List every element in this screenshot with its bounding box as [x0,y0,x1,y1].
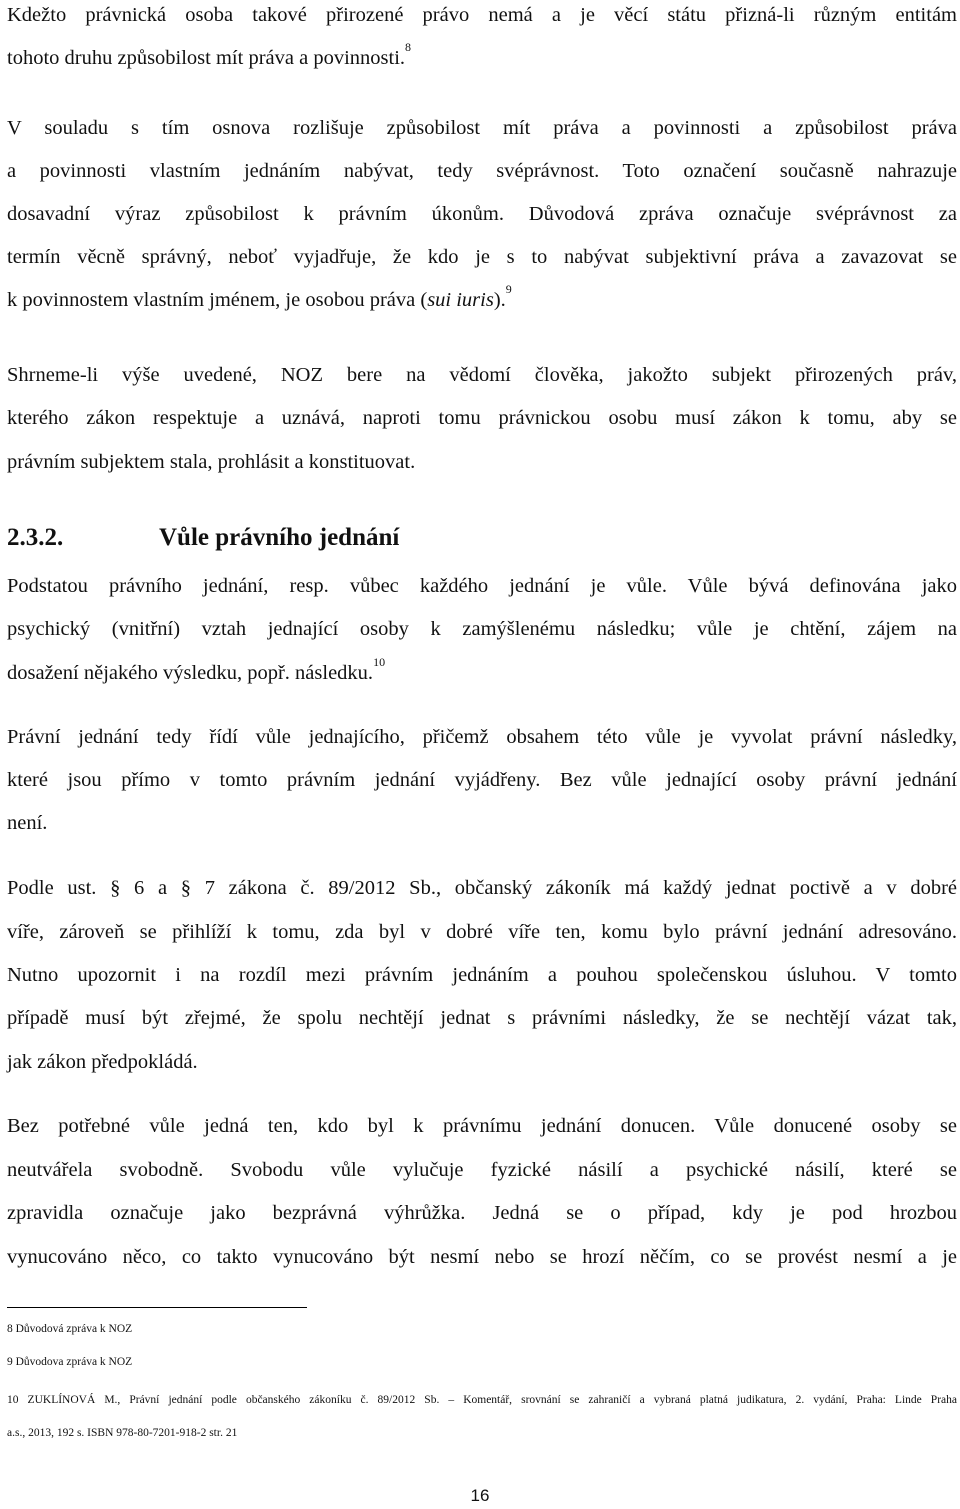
text-line: Podstatou právního jednání, resp. vůbec každého jednání je vůle. Vůle bývá definována jako [7,575,957,597]
text-line: Podle ust. § 6 a § 7 zákona č. 89/2012 Sb., občanský zákoník má každý jednat poctivě a v dobré [7,877,958,899]
footnote-ref[interactable]: 9 [505,282,512,296]
law-reference-link[interactable]: § 6 a § 7 zákona č. 89/2012 Sb. [110,877,436,899]
text-line: Kdežto právnická osoba takové přirozené právo nemá a je věcí státu přizná-li různým entitám [7,4,957,26]
text-line: psychický (vnitřní) vztah jednající osoby k zamýšlenému následku; vůle je chtění, zájem na [7,618,957,640]
text-line: Právní jednání tedy řídí vůle jednajícího, přičemž obsahem této vůle je vyvolat právní následky, [7,726,957,748]
section-title: Vůle právního jednání [159,524,400,551]
text-line: zpravidla označuje jako bezprávná výhrůžka. Jedná se o případ, kdy je pod hrozbou [7,1202,957,1224]
text-line: právním subjektem stala, prohlásit a konstituovat. [7,451,416,473]
text-line: víře, zároveň se přihlíží k tomu, zda byl v dobré víře ten, komu bylo právní jednání adresováno. [7,921,957,943]
text-line: kterého zákon respektuje a uznává, naproti tomu právnickou osobu musí zákon k tomu, aby se [7,407,957,429]
footnote: 9 Důvodova zpráva k NOZ [7,1356,133,1368]
text-line: Bez potřebné vůle jedná ten, kdo byl k právnímu jednání donucen. Vůle donucené osoby se [7,1115,957,1137]
text-line: není. [7,812,48,834]
text-line: vynucováno něco, co takto vynucováno být nesmí nebo se hrozí něčím, co se provést nesmí a je [7,1246,957,1268]
text-line: Shrneme-li výše uvedené, NOZ bere na vědomí člověka, jakožto subjekt přirozených práv, [7,364,957,386]
page-number: 16 [470,1486,490,1505]
text-line: a povinnosti vlastním jednáním nabývat, tedy svéprávnost. Toto označení současně nahrazuje [7,160,957,182]
text-line: neutvářela svobodně. Svobodu vůle vylučuje fyzické násilí a psychické násilí, které se [7,1159,957,1181]
text-line: dosažení nějakého výsledku, popř. následku.$^{10}$ [7,655,386,684]
text-line: případě musí být zřejmé, že spolu nechtějí jednat s právními následky, že se nechtějí vázat tak, [7,1007,957,1029]
footnote: 8 Důvodová zpráva k NOZ [7,1323,133,1335]
text-line: které jsou přímo v tomto právním jednání vyjádřeny. Bez vůle jednající osoby právní jednání [7,769,957,791]
footnote: 10 ZUKLÍNOVÁ M., Právní jednání podle občanského zákoníku č. 89/2012 Sb. – Komentář, srovnání se zahraničí a vybraná platná judikatura, 2. vydání, Praha: Linde Praha [7,1394,957,1406]
text-line: jak zákon předpokládá. [7,1051,198,1073]
latin-term: sui iuris [427,289,494,311]
text-line: k povinnostem vlastním jménem, je osobou práva (sui iuris).$^9$ [7,282,512,311]
footnote: a.s., 2013, 192 s. ISBN 978-80-7201-918-2 str. 21 [7,1427,238,1439]
footnote-separator [7,1307,307,1308]
text-line: termín věcně správný, neboť vyjadřuje, že kdo je s to nabývat subjektivní práva a zavazovat se [7,246,957,268]
section-heading [7,521,399,555]
footnote-ref[interactable]: 10 [373,655,386,669]
text-line: dosavadní výraz způsobilost k právním úkonům. Důvodová zpráva označuje svéprávnost za [7,203,957,225]
text-line: tohoto druhu způsobilost mít práva a povinnosti.$^8$ [7,40,412,69]
section-number: 2.3.2. [7,524,64,551]
footnote-ref[interactable]: 8 [405,40,412,54]
text-line: V souladu s tím osnova rozlišuje způsobilost mít práva a povinnosti a způsobilost práva [7,117,957,139]
text-line: Nutno upozornit i na rozdíl mezi právním jednáním a pouhou společenskou úsluhou. V tomto [7,964,957,986]
